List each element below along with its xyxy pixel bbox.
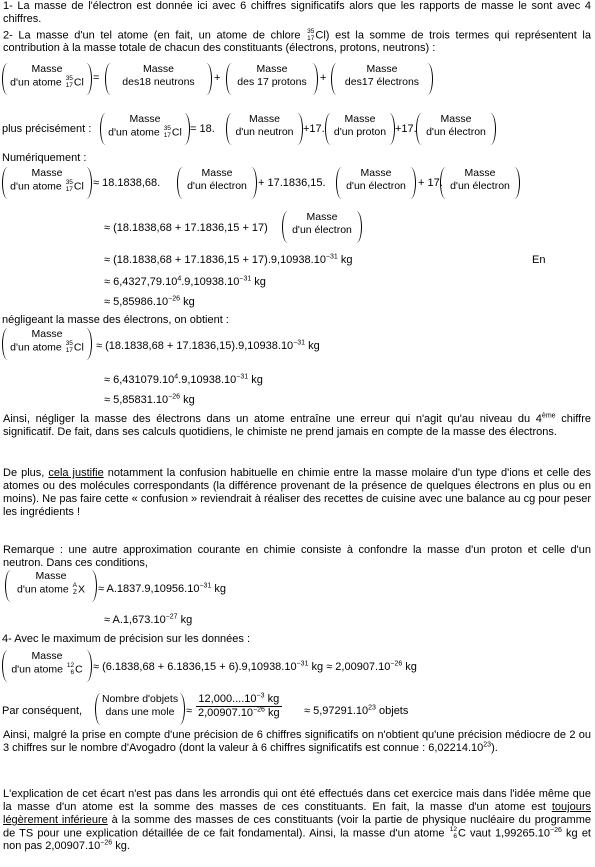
numerically-label: Numériquement : bbox=[2, 152, 87, 164]
equation-6: ≈ $6,4327,79.10^4.9,10938.10^{-31}$ kg bbox=[104, 275, 266, 288]
electron-mass-term: Masse des17 électrons bbox=[331, 63, 433, 95]
conclusion-paragraph-2: Ainsi, malgré la prise en compte d'une précision de 6 chiffres significatifs on n'obtient qu'une précision médiocre de 2 ou 3 chiffres sur le nombre d'Avogadro (dont la valeur à 6 chiffres significatifs est connue : 6,02214.10$^{23}$). bbox=[3, 729, 591, 754]
equation-7: ≈ $5,85986.10^{-26}$ kg bbox=[104, 295, 195, 308]
point-4-label: 4- Avec le maximum de précision sur les données : bbox=[2, 633, 251, 645]
intro-paragraph: 1- La masse de l'électron est donnée ici avec 6 chiffres significatifs alors que les rapports de masse le sont avec 4 chiffres. bbox=[3, 0, 591, 25]
explanation-paragraph: L'explication de cet écart n'est pas dans les arrondis qui ont été effectués dans cet exercice mais dans l'idée même que la masse d'un atome est la somme des masses de ces constituants. En fait, la masse d'un atome est toujours légèrement inférieure à la somme des masses de ces constituants (voir la partie de physique nucléaire du programme de TS pour une explication détaillée de ce fait fondamental). Ainsi, la masse d'un atome 12 6C vaut $1,99265.10^{-26}$ kg et non pas $2,00907.10^{-26}$ kg. bbox=[3, 788, 591, 853]
neglecting-label: négligeant la masse des électrons, on obtient : bbox=[2, 314, 229, 326]
point-2-paragraph: 2- La masse d'un tel atome (en fait, un atome de chlore 35 17Cl) est la somme de trois termes qui représentent la contribution à la masse totale de chacun des constituants (électrons, protons, neutrons) : bbox=[3, 28, 591, 55]
moreover-paragraph: De plus, cela justifie notamment la confusion habituelle en chimie entre la masse molaire d'un type d'ions et celle des atomes ou des molécules correspondants (la différence provenant de la présence de quelques électrons en plus ou en moins). Ne pas faire cette « confusion » reviendrait à réaliser des recettes de cuisine avec une balance au cg pour peser les ingrédients ! bbox=[3, 467, 591, 518]
proton-mass-term: Masse des 17 protons bbox=[226, 63, 318, 95]
equation-5: ≈ $(18.1838,68 + 17.1836,15 + 17).9,10938.10^{-31}$ kg bbox=[104, 253, 353, 266]
neutron-mass-term: Masse des18 neutrons bbox=[105, 63, 212, 95]
equation-10: ≈ $5,85831.10^{-26}$ kg bbox=[104, 393, 195, 406]
isotope-label: 35 17 bbox=[307, 28, 315, 42]
mass-atom-term: Masse d'un atome 35 17Cl bbox=[2, 63, 92, 95]
en-note: En bbox=[532, 254, 546, 266]
equation-9: ≈ $6,431079.10^4.9,10938.10^{-31}$ kg bbox=[104, 373, 263, 386]
equation-12: ≈ $A.1,673.10^{-27}$ kg bbox=[104, 613, 193, 626]
conclusion-paragraph-1: Ainsi, négliger la masse des électrons dans un atome entraîne une erreur qui n'agit qu'au niveau du 4ème chiffre significatif. De fait, dans ses calculs quotidiens, le chimiste ne prend jamais en compte de la masse des électrons. bbox=[3, 412, 592, 438]
remark-paragraph: Remarque : une autre approximation courante en chimie consiste à confondre la masse d'un proton et celle d'un neutron. Dans ces conditions, bbox=[3, 544, 591, 569]
